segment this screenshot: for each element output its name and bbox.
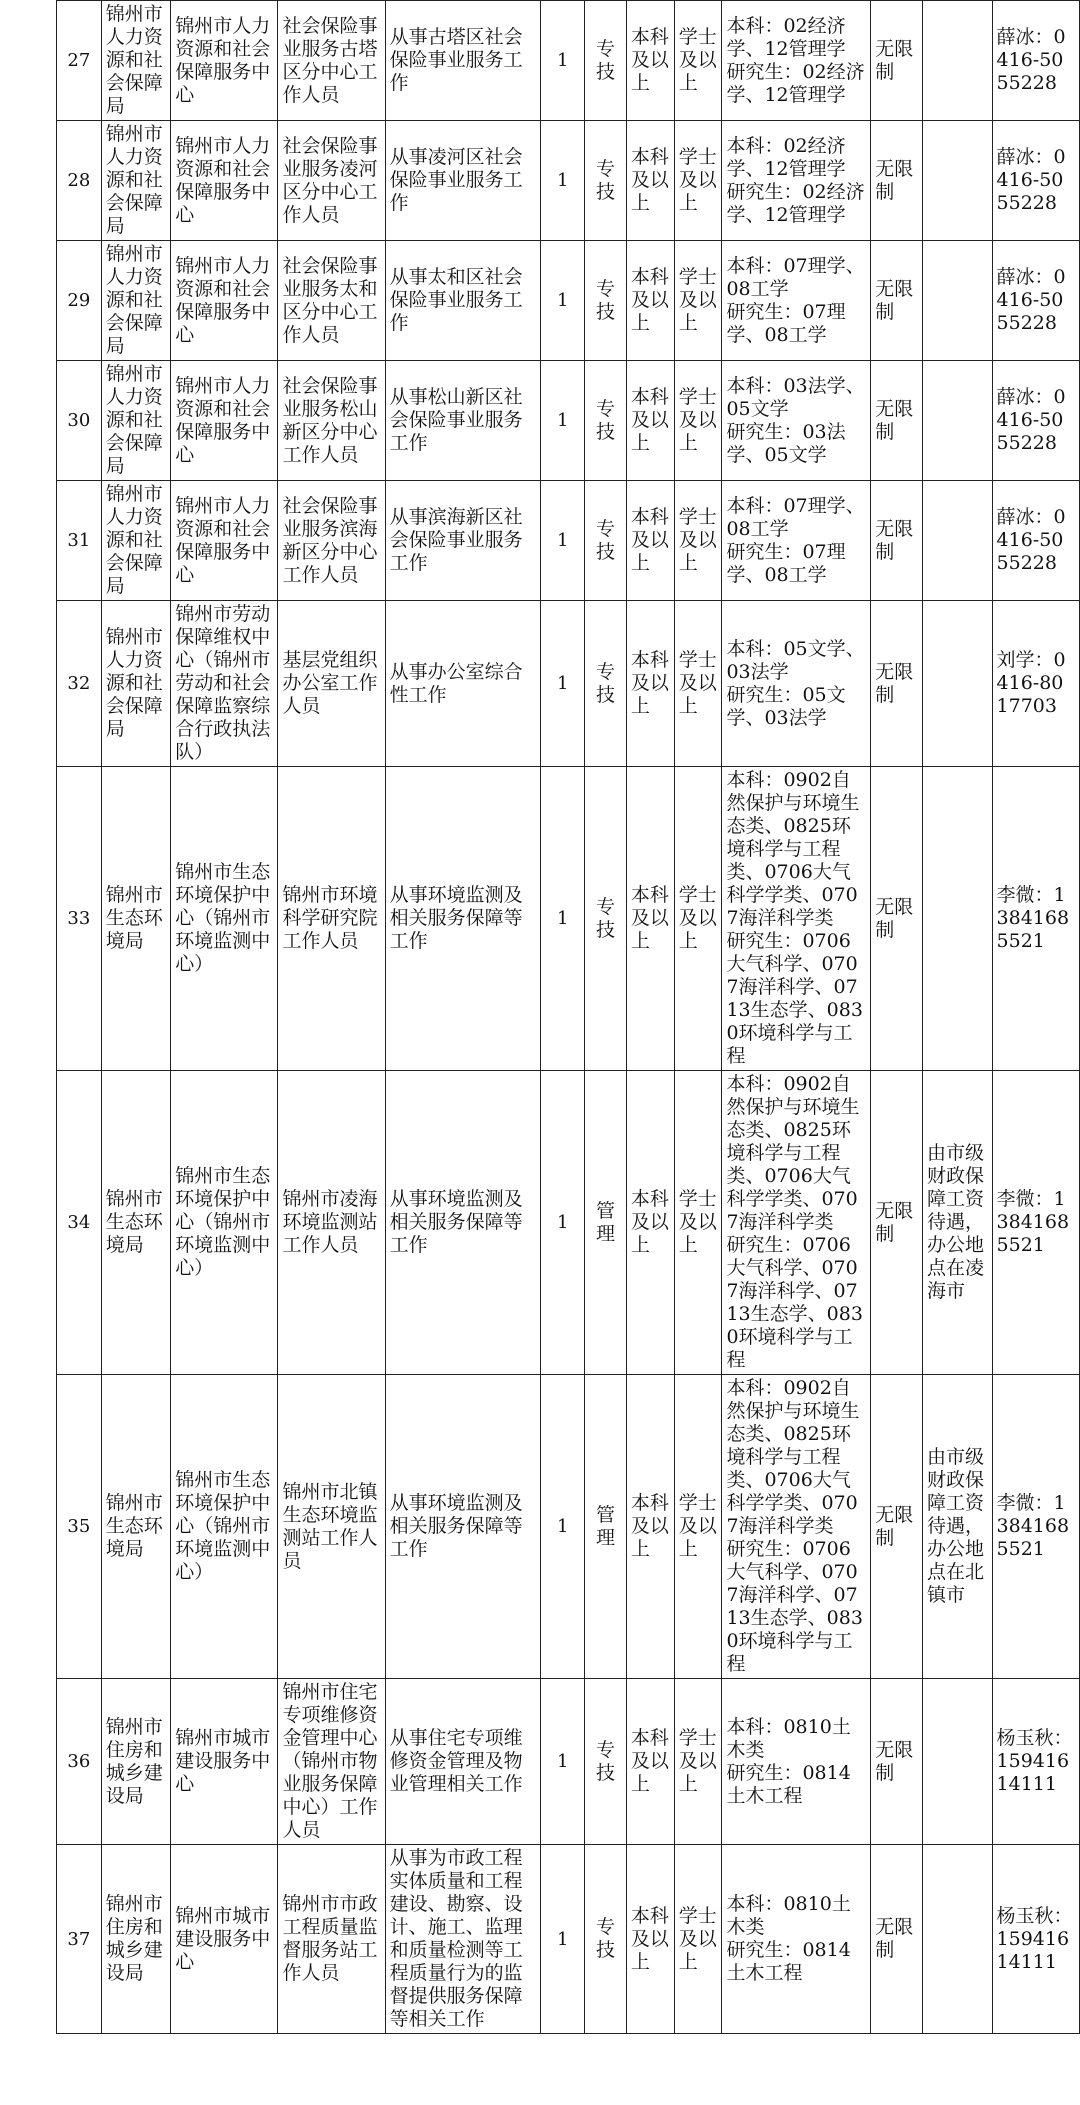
cell-education: 本科及以上 [626, 121, 674, 241]
cell-remark [922, 481, 992, 601]
cell-degree: 学士及以上 [674, 481, 722, 601]
cell-department: 锦州市生态环境局 [101, 767, 171, 1071]
cell-department: 锦州市人力资源和社会保障局 [101, 241, 171, 361]
cell-number: 30 [57, 361, 102, 481]
cell-other: 无限制 [871, 481, 923, 601]
cell-count: 1 [541, 241, 585, 361]
cell-remark [922, 1845, 992, 2034]
cell-contact: 杨玉秋：15941614111 [992, 1845, 1079, 2034]
cell-count: 1 [541, 1, 585, 121]
cell-education: 本科及以上 [626, 601, 674, 767]
table-row [57, 1, 1080, 121]
cell-major: 本科：0810土木类 研究生：0814土木工程 [722, 1845, 871, 2034]
cell-education: 本科及以上 [626, 241, 674, 361]
table-row [57, 767, 1080, 1071]
cell-category: 专技 [585, 241, 627, 361]
cell-category: 专技 [585, 1679, 627, 1845]
cell-count: 1 [541, 361, 585, 481]
cell-other: 无限制 [871, 1375, 923, 1679]
table-body [57, 1, 1080, 2034]
cell-remark: 由市级财政保障工资待遇，办公地点在北镇市 [922, 1375, 992, 1679]
cell-major: 本科：0902自然保护与环境生态类、0825环境科学与工程类、0706大气科学学类、0707海洋科学类 研究生：0706大气科学、0707海洋科学、0713生态学、0830环境科学与工程 [722, 1071, 871, 1375]
cell-duties: 从事古塔区社会保险事业服务工作 [385, 1, 541, 121]
cell-degree: 学士及以上 [674, 767, 722, 1071]
table-row [57, 1071, 1080, 1375]
cell-degree: 学士及以上 [674, 1679, 722, 1845]
cell-number: 29 [57, 241, 102, 361]
table-row [57, 241, 1080, 361]
cell-department: 锦州市生态环境局 [101, 1375, 171, 1679]
cell-major: 本科：05文学、03法学 研究生：05文学、03法学 [722, 601, 871, 767]
cell-category: 专技 [585, 361, 627, 481]
cell-remark [922, 1679, 992, 1845]
cell-other: 无限制 [871, 767, 923, 1071]
cell-other: 无限制 [871, 1679, 923, 1845]
cell-duties: 从事滨海新区社会保险事业服务工作 [385, 481, 541, 601]
cell-contact: 刘学：0416-8017703 [992, 601, 1079, 767]
table-row [57, 361, 1080, 481]
cell-position: 锦州市凌海环境监测站工作人员 [278, 1071, 385, 1375]
cell-other: 无限制 [871, 1071, 923, 1375]
cell-degree: 学士及以上 [674, 1071, 722, 1375]
cell-category: 专技 [585, 1845, 627, 2034]
cell-department: 锦州市人力资源和社会保障局 [101, 361, 171, 481]
cell-department: 锦州市人力资源和社会保障局 [101, 1, 171, 121]
cell-contact: 杨玉秋：15941614111 [992, 1679, 1079, 1845]
recruitment-table [56, 0, 1080, 2034]
cell-contact: 薛冰：0416-5055228 [992, 241, 1079, 361]
cell-number: 35 [57, 1375, 102, 1679]
cell-education: 本科及以上 [626, 1375, 674, 1679]
cell-position: 社会保险事业服务松山新区分中心工作人员 [278, 361, 385, 481]
cell-unit: 锦州市城市建设服务中心 [171, 1679, 278, 1845]
cell-department: 锦州市人力资源和社会保障局 [101, 121, 171, 241]
cell-number: 32 [57, 601, 102, 767]
cell-position: 社会保险事业服务太和区分中心工作人员 [278, 241, 385, 361]
cell-category: 专技 [585, 121, 627, 241]
cell-education: 本科及以上 [626, 481, 674, 601]
cell-department: 锦州市住房和城乡建设局 [101, 1679, 171, 1845]
cell-duties: 从事太和区社会保险事业服务工作 [385, 241, 541, 361]
cell-contact: 李微：13841685521 [992, 767, 1079, 1071]
cell-number: 31 [57, 481, 102, 601]
cell-position: 锦州市环境科学研究院工作人员 [278, 767, 385, 1071]
cell-department: 锦州市人力资源和社会保障局 [101, 601, 171, 767]
table-row [57, 601, 1080, 767]
cell-category: 专技 [585, 601, 627, 767]
cell-unit: 锦州市人力资源和社会保障服务中心 [171, 1, 278, 121]
cell-number: 36 [57, 1679, 102, 1845]
cell-contact: 薛冰：0416-5055228 [992, 361, 1079, 481]
cell-unit: 锦州市生态环境保护中心（锦州市环境监测中心） [171, 767, 278, 1071]
cell-category: 专技 [585, 767, 627, 1071]
cell-unit: 锦州市劳动保障维权中心（锦州市劳动和社会保障监察综合行政执法队） [171, 601, 278, 767]
cell-duties: 从事环境监测及相关服务保障等工作 [385, 767, 541, 1071]
cell-position: 社会保险事业服务凌河区分中心工作人员 [278, 121, 385, 241]
table-row [57, 481, 1080, 601]
cell-contact: 薛冰：0416-5055228 [992, 481, 1079, 601]
cell-unit: 锦州市人力资源和社会保障服务中心 [171, 241, 278, 361]
cell-number: 34 [57, 1071, 102, 1375]
cell-category: 管理 [585, 1071, 627, 1375]
cell-major: 本科：0902自然保护与环境生态类、0825环境科学与工程类、0706大气科学学类、0707海洋科学类 研究生：0706大气科学、0707海洋科学、0713生态学、0830环境科学与工程 [722, 767, 871, 1071]
cell-count: 1 [541, 1375, 585, 1679]
cell-count: 1 [541, 1679, 585, 1845]
cell-position: 基层党组织办公室工作人员 [278, 601, 385, 767]
cell-unit: 锦州市人力资源和社会保障服务中心 [171, 361, 278, 481]
cell-major: 本科：0810土木类 研究生：0814土木工程 [722, 1679, 871, 1845]
cell-major: 本科：02经济学、12管理学 研究生：02经济学、12管理学 [722, 121, 871, 241]
cell-duties: 从事凌河区社会保险事业服务工作 [385, 121, 541, 241]
cell-major: 本科：02经济学、12管理学 研究生：02经济学、12管理学 [722, 1, 871, 121]
cell-degree: 学士及以上 [674, 121, 722, 241]
cell-contact: 薛冰：0416-5055228 [992, 1, 1079, 121]
cell-unit: 锦州市城市建设服务中心 [171, 1845, 278, 2034]
cell-remark: 由市级财政保障工资待遇，办公地点在凌海市 [922, 1071, 992, 1375]
cell-duties: 从事为市政工程实体质量和工程建设、勘察、设计、施工、监理和质量检测等工程质量行为的监督提供服务保障等相关工作 [385, 1845, 541, 2034]
cell-department: 锦州市住房和城乡建设局 [101, 1845, 171, 2034]
cell-unit: 锦州市人力资源和社会保障服务中心 [171, 121, 278, 241]
cell-other: 无限制 [871, 1, 923, 121]
cell-category: 管理 [585, 1375, 627, 1679]
cell-unit: 锦州市生态环境保护中心（锦州市环境监测中心） [171, 1375, 278, 1679]
cell-other: 无限制 [871, 241, 923, 361]
cell-position: 社会保险事业服务滨海新区分中心工作人员 [278, 481, 385, 601]
cell-other: 无限制 [871, 361, 923, 481]
cell-count: 1 [541, 1845, 585, 2034]
cell-number: 28 [57, 121, 102, 241]
cell-remark [922, 1, 992, 121]
cell-major: 本科：07理学、08工学 研究生：07理学、08工学 [722, 241, 871, 361]
cell-remark [922, 767, 992, 1071]
cell-position: 锦州市住宅专项维修资金管理中心（锦州市物业服务保障中心）工作人员 [278, 1679, 385, 1845]
cell-degree: 学士及以上 [674, 1375, 722, 1679]
cell-major: 本科：0902自然保护与环境生态类、0825环境科学与工程类、0706大气科学学类、0707海洋科学类 研究生：0706大气科学、0707海洋科学、0713生态学、0830环境科学与工程 [722, 1375, 871, 1679]
cell-degree: 学士及以上 [674, 361, 722, 481]
cell-contact: 李微：13841685521 [992, 1375, 1079, 1679]
cell-education: 本科及以上 [626, 1679, 674, 1845]
table-row [57, 1679, 1080, 1845]
cell-department: 锦州市生态环境局 [101, 1071, 171, 1375]
cell-contact: 薛冰：0416-5055228 [992, 121, 1079, 241]
cell-duties: 从事松山新区社会保险事业服务工作 [385, 361, 541, 481]
cell-education: 本科及以上 [626, 361, 674, 481]
cell-education: 本科及以上 [626, 767, 674, 1071]
table-row [57, 1845, 1080, 2034]
cell-department: 锦州市人力资源和社会保障局 [101, 481, 171, 601]
cell-duties: 从事环境监测及相关服务保障等工作 [385, 1071, 541, 1375]
cell-duties: 从事环境监测及相关服务保障等工作 [385, 1375, 541, 1679]
cell-duties: 从事住宅专项维修资金管理及物业管理相关工作 [385, 1679, 541, 1845]
cell-remark [922, 241, 992, 361]
cell-remark [922, 601, 992, 767]
cell-degree: 学士及以上 [674, 601, 722, 767]
cell-remark [922, 121, 992, 241]
cell-number: 33 [57, 767, 102, 1071]
cell-count: 1 [541, 1071, 585, 1375]
cell-number: 27 [57, 1, 102, 121]
cell-degree: 学士及以上 [674, 1845, 722, 2034]
cell-count: 1 [541, 601, 585, 767]
cell-count: 1 [541, 481, 585, 601]
cell-contact: 李微：13841685521 [992, 1071, 1079, 1375]
cell-major: 本科：07理学、08工学 研究生：07理学、08工学 [722, 481, 871, 601]
cell-other: 无限制 [871, 121, 923, 241]
cell-category: 专技 [585, 1, 627, 121]
cell-position: 锦州市市政工程质量监督服务站工作人员 [278, 1845, 385, 2034]
cell-number: 37 [57, 1845, 102, 2034]
cell-education: 本科及以上 [626, 1071, 674, 1375]
cell-category: 专技 [585, 481, 627, 601]
table-row [57, 1375, 1080, 1679]
cell-education: 本科及以上 [626, 1845, 674, 2034]
cell-other: 无限制 [871, 601, 923, 767]
cell-position: 社会保险事业服务古塔区分中心工作人员 [278, 1, 385, 121]
cell-duties: 从事办公室综合性工作 [385, 601, 541, 767]
cell-unit: 锦州市生态环境保护中心（锦州市环境监测中心） [171, 1071, 278, 1375]
cell-count: 1 [541, 121, 585, 241]
cell-degree: 学士及以上 [674, 1, 722, 121]
table-row [57, 121, 1080, 241]
cell-degree: 学士及以上 [674, 241, 722, 361]
cell-major: 本科：03法学、05文学 研究生：03法学、05文学 [722, 361, 871, 481]
cell-remark [922, 361, 992, 481]
cell-other: 无限制 [871, 1845, 923, 2034]
cell-unit: 锦州市人力资源和社会保障服务中心 [171, 481, 278, 601]
cell-education: 本科及以上 [626, 1, 674, 121]
cell-count: 1 [541, 767, 585, 1071]
cell-position: 锦州市北镇生态环境监测站工作人员 [278, 1375, 385, 1679]
